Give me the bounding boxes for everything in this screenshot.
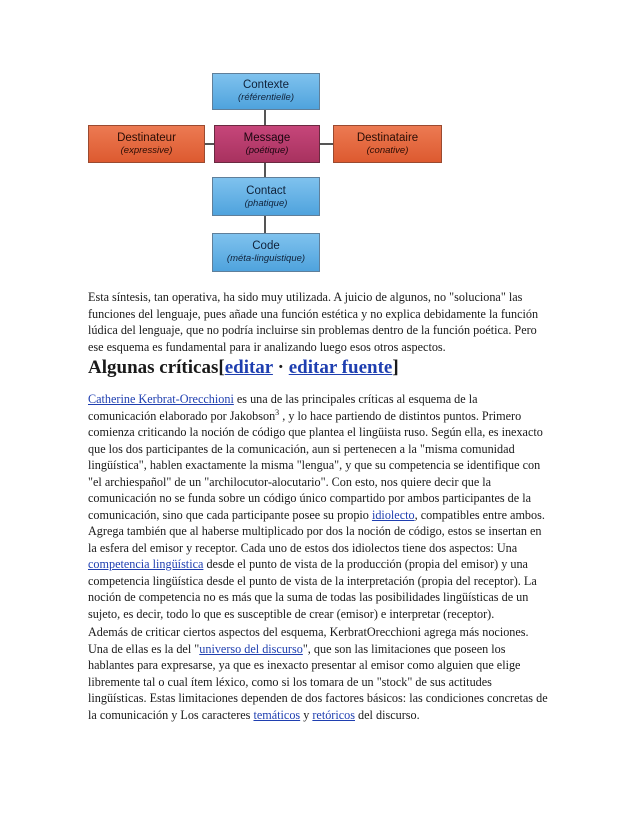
paragraph1-text-3: , compatibles entre ambos. Agrega también que al haberse multiplicado por dos la noción de código, estos se insertan en la esfera del emisor y receptor. Cada uno de estos dos idiolectos tiene dos aspectos: Una (88, 507, 545, 555)
bracket-open: [ (218, 357, 225, 378)
section-title: Algunas críticas (88, 357, 219, 378)
universe-of-discourse-link[interactable]: universo del discurso (199, 641, 303, 656)
contact-title: Contact (246, 185, 286, 197)
notions-paragraph (88, 624, 548, 723)
footnote-marker[interactable]: 3 (275, 407, 280, 417)
receiver-title: Destinataire (356, 132, 419, 144)
critique-paragraph (88, 391, 548, 622)
sender-function: (expressive) (120, 145, 173, 157)
connector-message-receiver (320, 143, 333, 145)
receiver-function: (conative) (366, 145, 409, 157)
connector-contact-code (264, 216, 266, 233)
paragraph2-text-1: Además de criticar ciertos aspectos del esquema, KerbratOrecchioni agrega más nociones. Una de ellas es la del " (88, 625, 529, 656)
diagram-box-code (212, 233, 320, 272)
contact-function: (phatique) (244, 198, 288, 210)
paragraph1-text-1: es una de las principales críticas al esquema de la comunicación elaborado por Jakobson (88, 392, 478, 423)
edit-link[interactable]: editar (224, 357, 273, 378)
bracket-close: ] (392, 357, 399, 378)
sender-title: Destinateur (117, 132, 176, 144)
diagram-box-message (214, 125, 320, 163)
connector-sender-message (205, 143, 214, 145)
connector-message-contact (264, 163, 266, 177)
section-heading (88, 356, 548, 380)
code-function: (méta-linguistique) (226, 253, 306, 265)
message-function: (poétique) (245, 145, 289, 157)
paragraph1-text-2: , y lo hace partiendo de distintos puntos. Primero comienza criticando la noción de código que plantea el lingüista ruso. Según ella, es inexacto que los dos participantes de la comunicación, aun si pertenecen a la "misma comunidad lingüística", hablen exactamente la misma "lengua", y que su competencia se identifique con "el archiespañol" de un "archilocutor-alocutario". Con esto, nos quiere decir que la comunicación no se funda sobre un código único compartido por ambos participantes de la comunicación, sino que cada participante posee su propio (88, 408, 543, 522)
linguistic-competence-link[interactable]: competencia lingüística (88, 557, 204, 571)
diagram-box-sender (88, 125, 205, 163)
diagram-box-context (212, 73, 320, 110)
edit-separator: · (272, 357, 289, 378)
paragraph2-text-3: y (300, 707, 313, 722)
edit-source-link[interactable]: editar fuente (288, 357, 393, 378)
paragraph2-text-2: ", que son las limitaciones que poseen los hablantes para expresarse, ya que es inexacto presentar al emisor como alguien que elige libremente tal o cual ítem léxico, como si los tomara de un "stock" de sus actitudes lingüísticas. Estas limitaciones dependen de dos factores básicos: las condiciones concretas de la comunicación y Los caracteres (88, 641, 548, 722)
thematic-link[interactable]: temáticos (253, 707, 301, 722)
paragraph2-text-4: del discurso. (355, 707, 420, 722)
code-title: Code (252, 240, 280, 252)
rhetoric-link[interactable]: retóricos (312, 707, 355, 722)
paragraph1-text-4: desde el punto de vista de la producción (propia del emisor) y una competencia lingüística desde el punto de vista de la interpretación (propia del receptor). La noción de competencia no es más que la suma de todas las posibilidades lingüísticas de un sujeto, es decir, todo lo que es susceptible de crear (emisor) e interpretar (receptor). (88, 557, 537, 621)
idiolect-link[interactable]: idiolecto (371, 507, 415, 522)
context-function: (référentielle) (238, 92, 294, 104)
diagram-box-receiver (333, 125, 442, 163)
intro-paragraph: Esta síntesis, tan operativa, ha sido muy utilizada. A juicio de algunos, no "soluciona" las funciones del lenguaje, pues añade una función estética y no explica debidamente la función lúdica del lenguaje, que no podría incluirse sin problemas dentro de la función poética. Pero ese esquema es fundamental para ir analizando luego esos otros aspectos. (88, 290, 539, 354)
connector-context-message (264, 109, 266, 125)
author-link[interactable]: Catherine Kerbrat-Orecchioni (88, 392, 234, 406)
message-title: Message (243, 132, 291, 144)
diagram-box-contact (212, 177, 320, 216)
context-title: Contexte (242, 79, 290, 91)
